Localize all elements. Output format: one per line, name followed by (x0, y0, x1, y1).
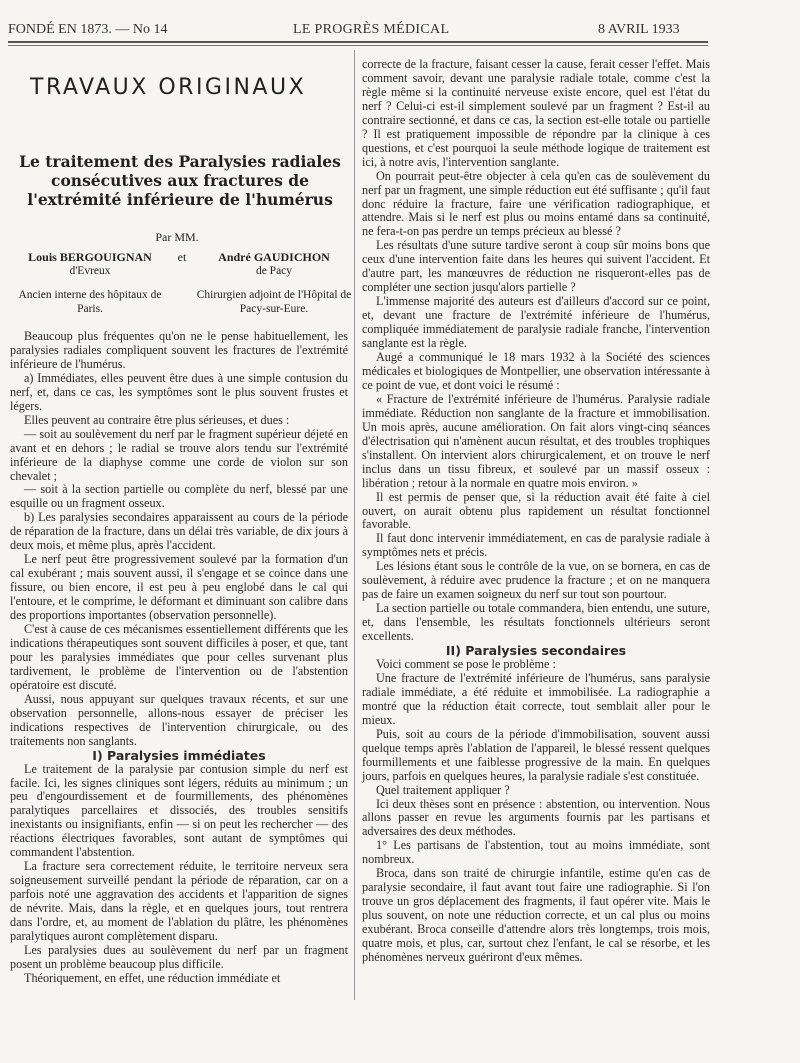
column-divider (354, 50, 355, 1000)
paragraph: — soit à la section partielle ou complète du nerf, blessé par une esquille ou un fragment osseux. (10, 482, 348, 511)
author-2-role: Chirurgien adjoint de l'Hôpital de Pacy-sur-Eure. (196, 289, 352, 315)
paragraph: Une fracture de l'extrémité inférieure de l'humérus, sans paralysie radiale immédiate, a été réduite et immobilisée. La radiographie a montré que la réduction était correcte, tout semblait aller pour le mieux. (362, 670, 710, 727)
paragraph: On pourrait peut-être objecter à cela qu'en cas de soulèvement du nerf par un fragment, une simple réduction eut été suffisante ; qu'il faut donc réduire la fracture, faire une vérification radiographique, et attendre. Mais si le nerf est plus ou moins entamé dans sa continuité, ne fera-t-on pas perdre un temps précieux au blessé ? (362, 168, 710, 239)
paragraph: La fracture sera correctement réduite, le territoire nerveux sera soigneusement surveillé pendant la période de réparation, car on a parfois noté une aggravation des accidents et l'apparition de signes de névrite. Mais, dans la règle, et en quelques jours, tout rentrera dans l'ordre, et, au moment de l'ablation du plâtre, les phénomènes paralytiques auront complètement disparu. (10, 859, 348, 943)
paragraph: Quel traitement appliquer ? (376, 782, 510, 797)
paragraph: C'est à cause de ces mécanismes essentiellement différents que les indications thérapeutiques sont souvent difficiles à poser, et que, tant pour les paralysies immédiates que pour celles survenant plus tardivement, le problème de l'intervention ou de l'abstention opératoire est discuté. (10, 622, 348, 692)
paragraph: Les lésions étant sous le contrôle de la vue, on se bornera, en cas de soulèvement, à réduire avec prudence la fracture ; et on ne manquera pas de faire un examen soigneux du nerf sur tout son pourtour. (362, 559, 710, 602)
paragraph: Les résultats d'une suture tardive seront à coup sûr moins bons que ceux d'une intervention faite dans les heures qui suivent l'accident. Et d'autre part, les manœuvres de réduction ne risqueront-elles pas de compléter une section jusqu'alors partielle ? (362, 238, 710, 295)
paragraph: b) Les paralysies secondaires apparaissent au cours de la période de réparation de la fracture, dans un délai très variable, de dix jours à deux mois, et même plus, après l'accident. (10, 510, 348, 553)
paragraph: Beaucoup plus fréquentes qu'on ne le pense habituellement, les paralysies radiales compliquent souvent les fractures de l'extrémité inférieure de l'humérus. (10, 329, 348, 371)
subheading-immediate: I) Paralysies immédiates (92, 747, 266, 763)
subheading-secondary: II) Paralysies secondaires (445, 643, 627, 659)
journal-name: LE PROGRÈS MÉDICAL (293, 22, 450, 37)
paragraph: Aussi, nous appuyant sur quelques travaux récents, et sur une observation personnelle, allons-nous essayer de préciser les indications respectives de l'intervention chirurgicale, ou des traitements non sanglants. (10, 691, 348, 748)
page-header (8, 22, 708, 38)
section-title: TRAVAUX ORIGINAUX (30, 75, 307, 100)
quote-paragraph: « Fracture de l'extrémité inférieure de l'humérus. Paralysie radiale immédiate. Réduction non sanglante de la fracture et immobilisation. Un mois après, aucune amélioration. On fait alors vingt-cinq séances d'électrisation qui n'amènent aucun résultat, et des troubles trophiques s'installent. On intervient alors chirurgicalement, et on trouve le nerf inclus dans un tissu fibreux, et soulevé par un massif osseux : libération ; retour à la normale en quatre mois environ. » (362, 391, 710, 490)
paragraph: Le nerf peut être progressivement soulevé par la formation d'un cal exubérant ; mais souvent aussi, il s'engage et se coince dans une fissure, ou bien encore, il est peu à peu englobé dans le cal qui l'entoure, et le comprime, le déformant et diminuant son calibre dans des proportions importantes (observation personnelle). (10, 552, 348, 623)
issue-date: 8 AVRIL 1933 (598, 22, 680, 37)
paragraph: correcte de la fracture, faisant cesser la cause, ferait cesser l'effet. Mais comment savoir, devant une paralysie radiale totale, comme c'est la règle même si la continuité nerveuse existe encore, quel est l'état du nerf ? Celui-ci est-il simplement soulevé par un fragment ? Est-il au contraire sectionné, et dans ce cas, la section est-elle totale ou partielle ? Il est pratiquement impossible de répondre par la clinique à ces questions, et c'est pourquoi la seule méthode logique de traitement est ici, à notre avis, l'intervention sanglante. (362, 57, 710, 169)
paragraph: 1° Les partisans de l'abstention, tout au moins immédiate, sont nombreux. (362, 838, 710, 867)
paragraph: Il est permis de penser que, si la réduction avait été faite à ciel ouvert, on aurait obtenu plus rapidement un résultat fonctionnel favorable. (362, 489, 710, 532)
article-title: Le traitement des Paralysies radiales consécutives aux fractures de l'extrémité inférieure de l'humérus (19, 152, 341, 209)
paragraph: a) Immédiates, elles peuvent être dues à une simple contusion du nerf, et, dans ce cas, les symptômes sont le plus souvent frustes et légers. (10, 370, 348, 413)
author-2 (196, 250, 352, 316)
left-column (10, 330, 348, 986)
paragraph: Voici comment se pose le problème : (376, 656, 556, 671)
paragraph: Broca, dans son traité de chirurgie infantile, estime qu'en cas de paralysie secondaire, il faut avant tout faire une radiographie. Si l'on trouve un gros déplacement des fragments, il faut opérer vite. Mais le plus souvent, on note une réduction correcte, et un cal plus ou moins exubérant. Broca conseille d'attendre alors très longtemps, trois mois, quatre mois, et plus, car, surtout chez l'enfant, le cal se résorbe, et les phénomènes nerveux guériront d'eux mêmes. (362, 866, 710, 964)
author-1-city: d'Evreux (69, 265, 111, 277)
paragraph: Puis, soit au cours de la période d'immobilisation, souvent aussi quelque temps après l'ablation de l'appareil, le blessé ressent quelques fourmillements et une faiblesse progressive de la main. En quelques jours, parfois en quelques heures, la paralysie radiale s'est constituée. (362, 726, 710, 783)
paragraph: Elles peuvent au contraire être plus sérieuses, et dues : (24, 412, 290, 427)
founded-issue: FONDÉ EN 1873. — No 14 (8, 22, 168, 37)
paragraph: Augé a communiqué le 18 mars 1932 à la Société des sciences médicales et biologiques de Montpellier, une observation intéressante à ce point de vue, et dont voici le résumé : (362, 350, 710, 392)
paragraph: Les paralysies dues au soulèvement du nerf par un fragment posent un problème beaucoup plus difficile. (10, 942, 348, 971)
paragraph: Le traitement de la paralysie par contusion simple du nerf est facile. Ici, les signes cliniques sont légers, réduits au minimum ; un peu d'engourdissement et de fourmillements, des phénomènes paralytiques parcellaires et dissociés, des troubles sensitifs inexistants ou insignifiants, enfin — si on peut les rechercher — des réactions électriques favorables, sont autant de symptômes qui commandent l'abstention. (10, 761, 348, 860)
author-2-city: de Pacy (255, 265, 293, 277)
right-column (362, 58, 710, 965)
paragraph: Théoriquement, en effet, une réduction immédiate et (24, 970, 281, 985)
by-line: Par MM. (155, 230, 199, 244)
author-1-name: Louis BERGOUIGNAN (28, 250, 152, 264)
and-word: et (177, 250, 187, 264)
paragraph: L'immense majorité des auteurs est d'ailleurs d'accord sur ce point, et, devant une fracture de l'extrémité inférieure de l'humérus, compliquée immédiatement de paralysie radiale franche, l'intervention sanglante est la règle. (362, 294, 710, 351)
author-1-role: Ancien interne des hôpitaux de Paris. (18, 289, 162, 315)
header-rule (8, 41, 708, 43)
header-rule-thin (8, 45, 708, 46)
paragraph: — soit au soulèvement du nerf par le fragment supérieur déjeté en avant et en dehors ; le radial se trouve alors tendu sur l'extrémité inférieure de la diaphyse comme une corde de violon sur son chevalet ; (10, 426, 348, 483)
paragraph: Ici deux thèses sont en présence : abstention, ou intervention. Nous allons passer en revue les arguments fournis par les partisans et adversaires des deux méthodes. (362, 796, 710, 839)
paragraph: Il faut donc intervenir immédiatement, en cas de paralysie radiale à symptômes nets et précis. (362, 531, 710, 560)
paragraph: La section partielle ou totale commandera, bien entendu, une suture, et, dans l'ensemble, les résultats fonctionnels ultérieurs seront excellents. (362, 601, 710, 644)
author-1 (10, 250, 170, 316)
author-2-name: André GAUDICHON (218, 250, 330, 264)
